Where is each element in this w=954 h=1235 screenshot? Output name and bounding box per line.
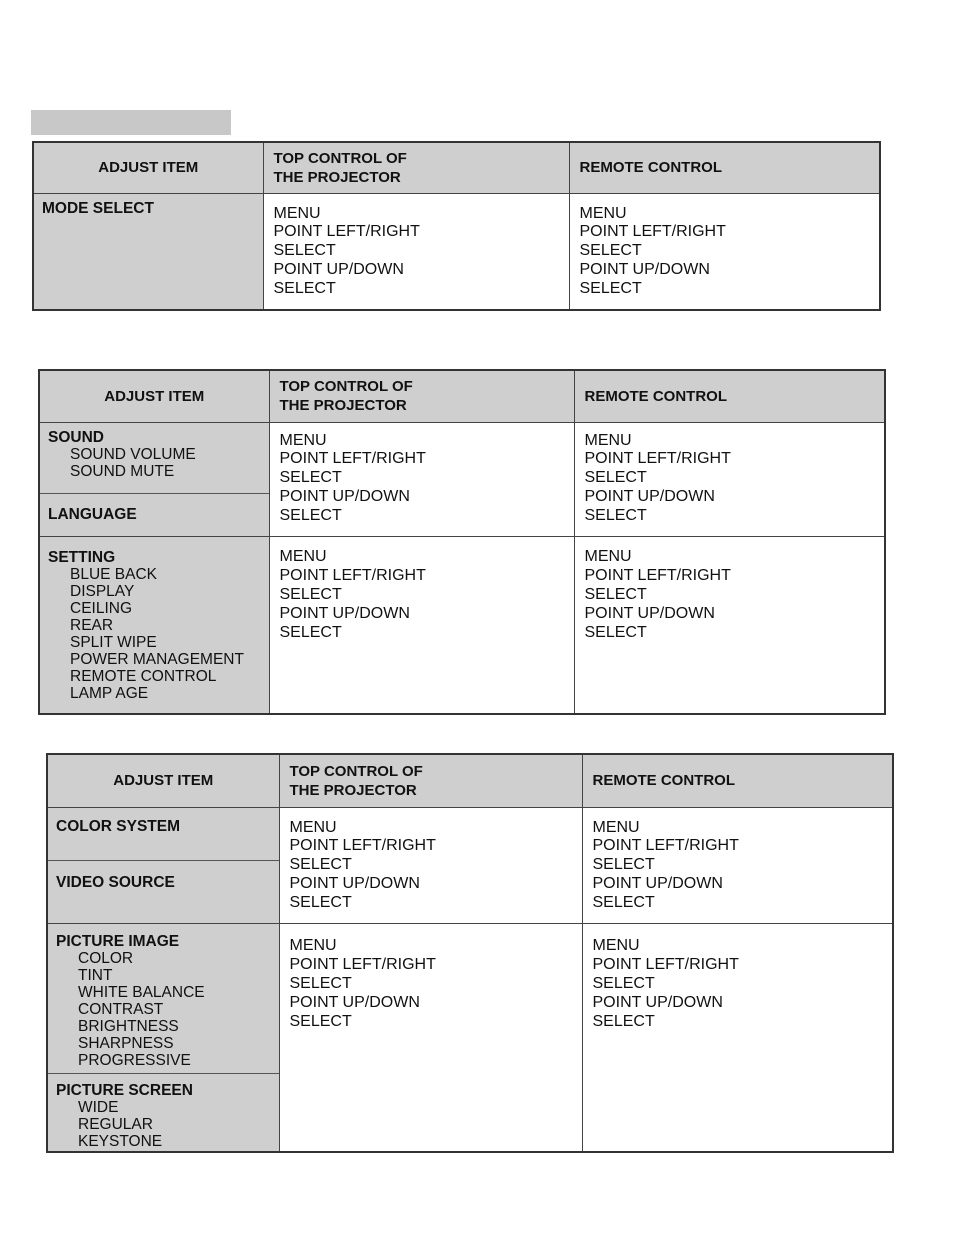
remote-control-header: REMOTE CONTROL	[569, 142, 880, 193]
remote-control-header: REMOTE CONTROL	[574, 370, 885, 422]
remote-control-steps: MENU POINT LEFT/RIGHT SELECT POINT UP/DOWN SELECT	[569, 193, 880, 310]
section-heading-bar	[31, 110, 231, 135]
top-control-header: TOP CONTROL OF THE PROJECTOR	[279, 754, 582, 807]
adjust-item-header: ADJUST ITEM	[39, 370, 269, 422]
picture-table	[46, 753, 894, 1153]
adjust-item-header: ADJUST ITEM	[47, 754, 279, 807]
sound-setting-table	[38, 369, 886, 715]
remote-control-steps: MENU POINT LEFT/RIGHT SELECT POINT UP/DOWN SELECT	[574, 422, 885, 537]
top-control-steps: MENU POINT LEFT/RIGHT SELECT POINT UP/DOWN SELECT	[279, 924, 582, 1152]
top-control-header: TOP CONTROL OF THE PROJECTOR	[263, 142, 569, 193]
remote-control-steps: MENU POINT LEFT/RIGHT SELECT POINT UP/DOWN SELECT	[582, 924, 893, 1152]
remote-control-steps: MENU POINT LEFT/RIGHT SELECT POINT UP/DOWN SELECT	[582, 807, 893, 924]
item-setting: SETTING BLUE BACK DISPLAY CEILING REAR SPLIT WIPE POWER MANAGEMENT REMOTE CONTROL LAMP AGE	[39, 537, 269, 714]
top-control-steps: MENU POINT LEFT/RIGHT SELECT POINT UP/DOWN SELECT	[269, 422, 574, 537]
top-control-steps: MENU POINT LEFT/RIGHT SELECT POINT UP/DOWN SELECT	[279, 807, 582, 924]
mode-select-table	[32, 141, 881, 311]
item-sound-language: SOUND SOUND VOLUME SOUND MUTE LANGUAGE	[39, 422, 269, 537]
item-picture: PICTURE IMAGE COLOR TINT WHITE BALANCE CONTRAST BRIGHTNESS SHARPNESS PROGRESSIVE PICTURE SCREEN WIDE REGULAR KEYSTONE	[47, 924, 279, 1152]
item-color-video: COLOR SYSTEM VIDEO SOURCE	[47, 807, 279, 924]
remote-control-header: REMOTE CONTROL	[582, 754, 893, 807]
top-control-steps: MENU POINT LEFT/RIGHT SELECT POINT UP/DOWN SELECT	[269, 537, 574, 714]
remote-control-steps: MENU POINT LEFT/RIGHT SELECT POINT UP/DOWN SELECT	[574, 537, 885, 714]
top-control-header: TOP CONTROL OF THE PROJECTOR	[269, 370, 574, 422]
item-mode-select: MODE SELECT	[33, 193, 263, 310]
adjust-item-header: ADJUST ITEM	[33, 142, 263, 193]
top-control-steps: MENU POINT LEFT/RIGHT SELECT POINT UP/DOWN SELECT	[263, 193, 569, 310]
